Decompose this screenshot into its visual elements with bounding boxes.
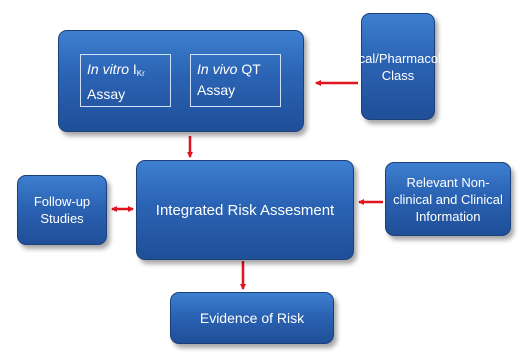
chemical-class-label: Chemical/Pharmacological Class [321, 50, 475, 83]
in-vitro-assay-label: Assay [87, 86, 126, 102]
in-vivo-assay-label: Assay [197, 82, 236, 98]
in-vivo-title: In vivo QT [197, 61, 261, 77]
in-vitro-assay-box [80, 54, 171, 107]
evidence-of-risk-label: Evidence of Risk [199, 310, 305, 326]
assay-box [58, 30, 304, 132]
follow-up-studies-label: Follow-up Studies [33, 194, 91, 226]
in-vitro-title: In vitro $I_{Kr}$ [87, 61, 145, 78]
chemical-class-box [321, 13, 475, 120]
relevant-information-label: Relevant Non-clinical and Clinical Information [393, 174, 503, 224]
relevant-information-box [385, 162, 511, 236]
evidence-of-risk-box [170, 292, 334, 344]
in-vivo-assay-box [190, 54, 281, 107]
integrated-risk-box [136, 160, 354, 260]
follow-up-studies-box [17, 175, 107, 245]
integrated-risk-label: Integrated Risk Assesment [155, 201, 335, 219]
